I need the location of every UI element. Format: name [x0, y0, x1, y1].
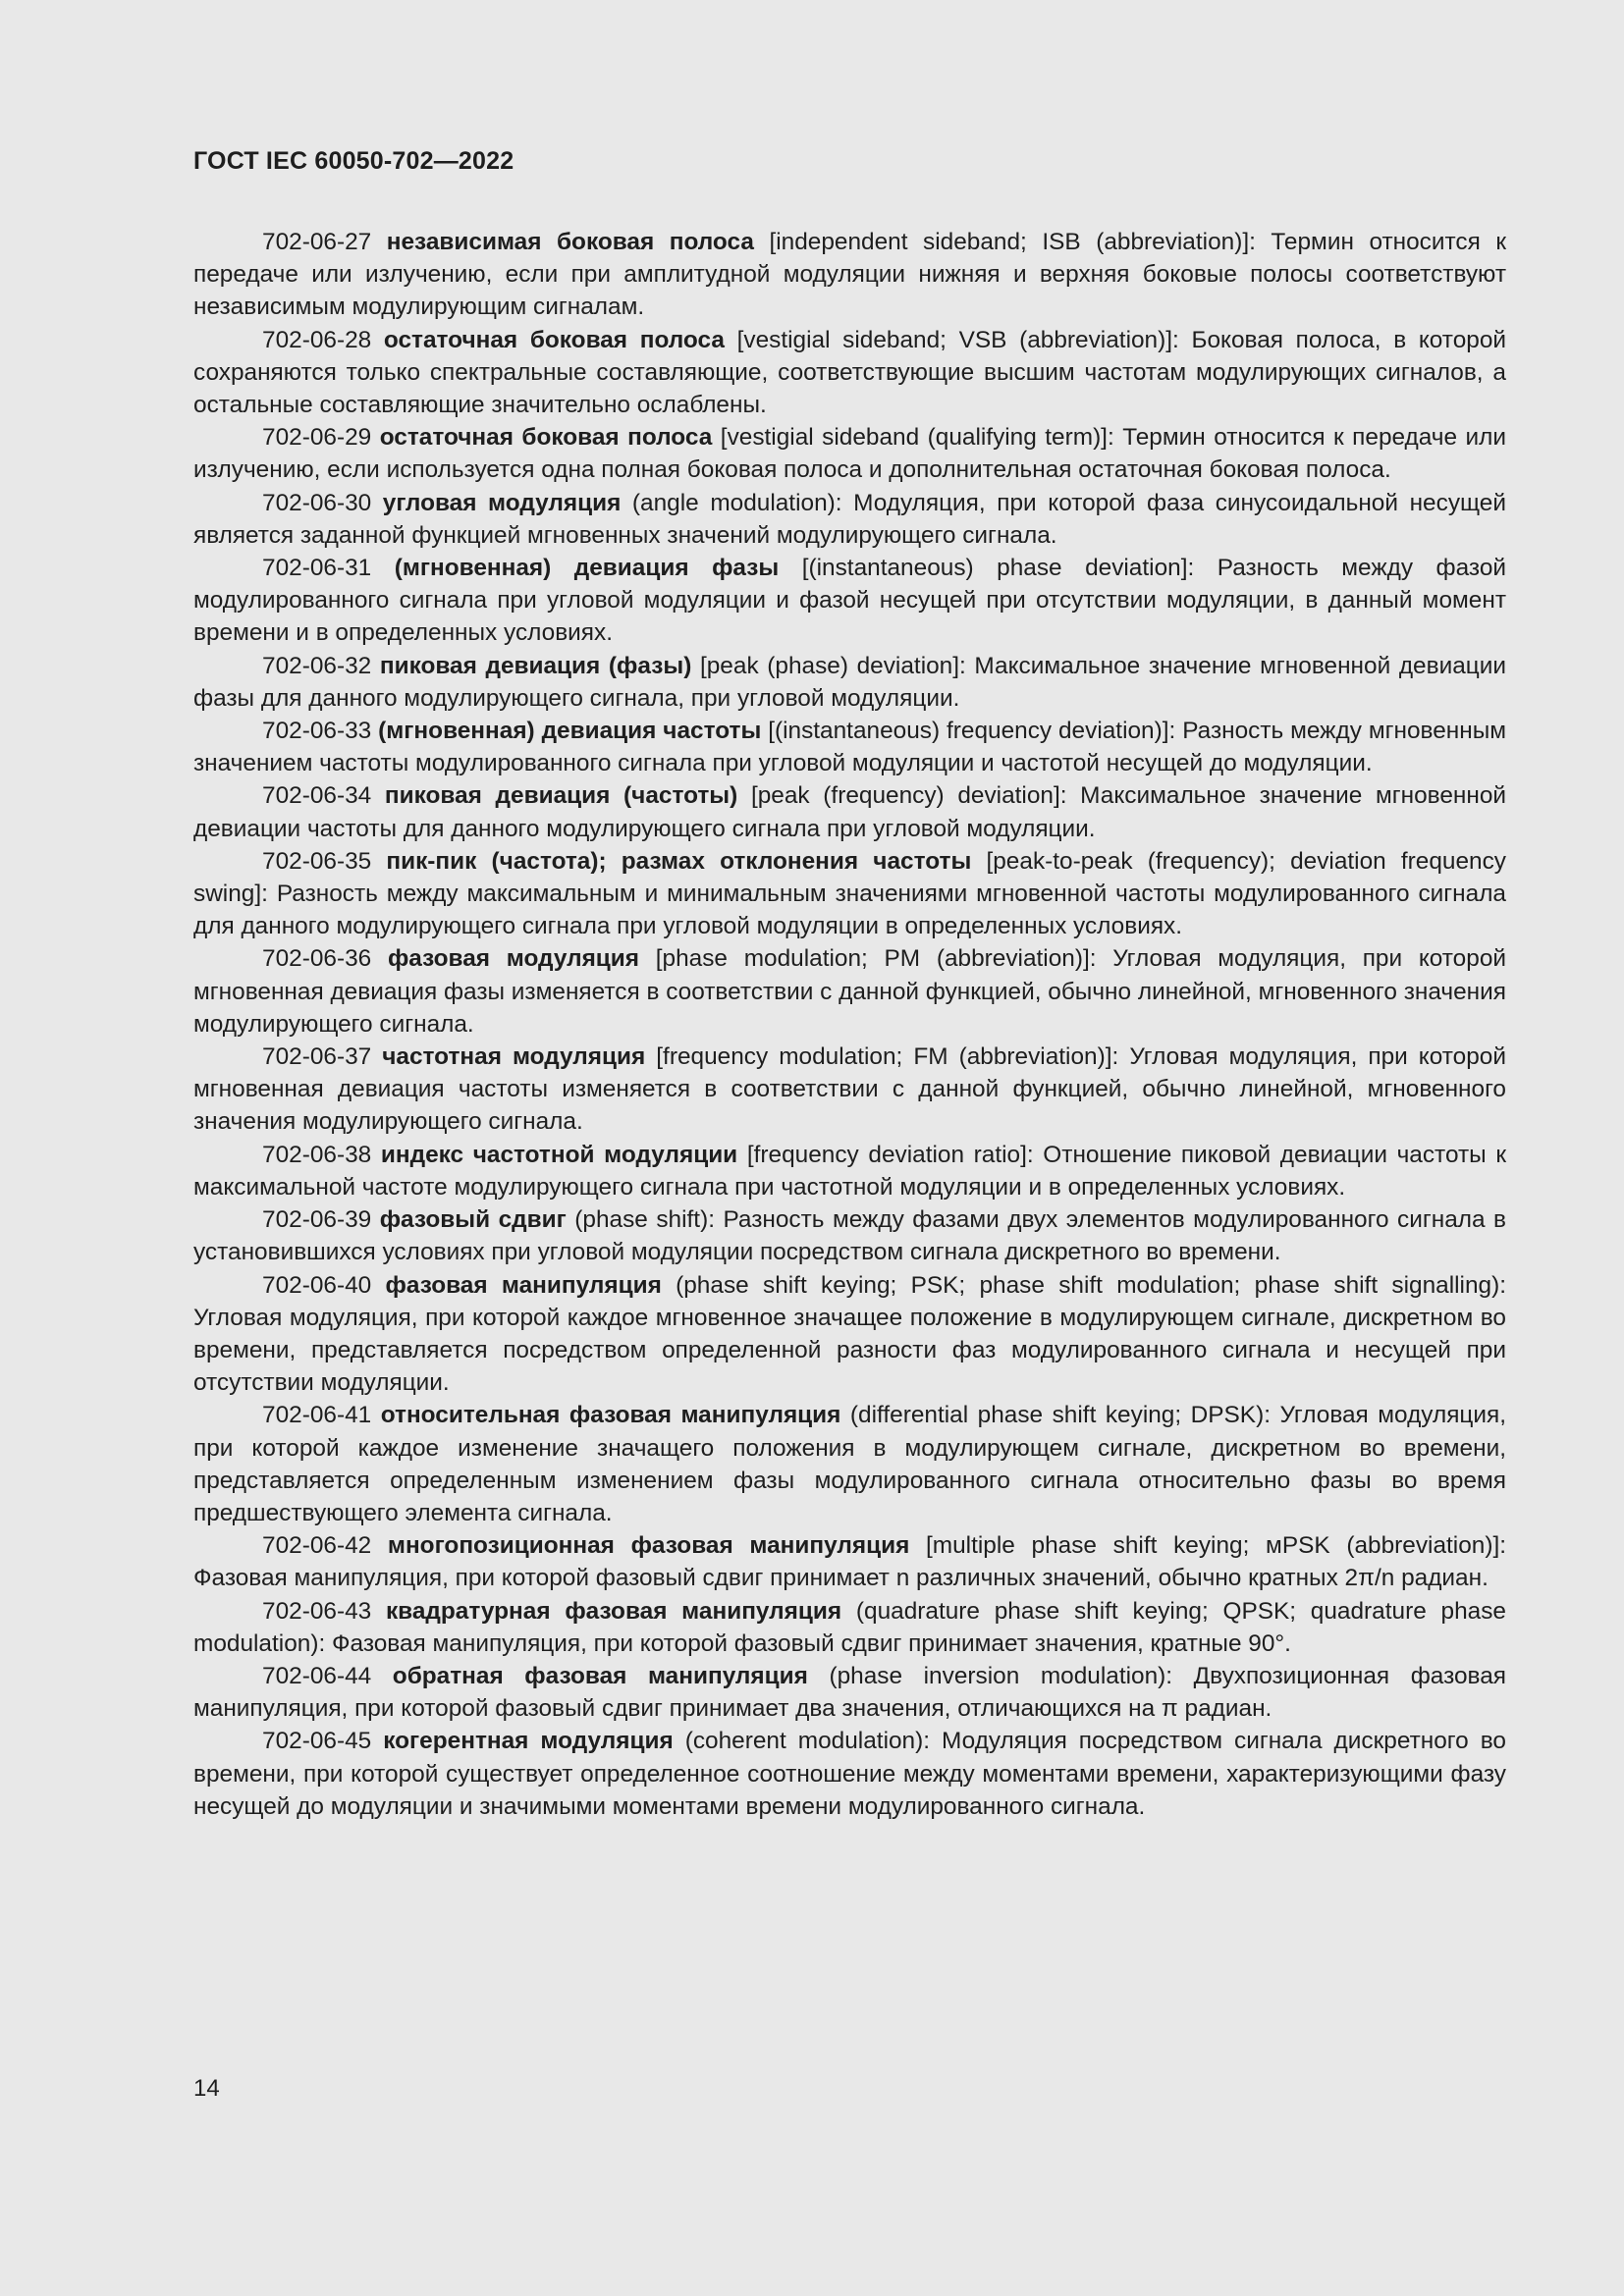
- term-name: относительная фазовая манипуляция: [380, 1402, 841, 1429]
- term-code: 702-06-40: [262, 1271, 372, 1299]
- term-entry-702-06-36: [193, 942, 1506, 1041]
- term-entry-702-06-34: [193, 779, 1506, 844]
- term-entry-702-06-39: [193, 1203, 1506, 1268]
- term-name: фазовая манипуляция: [385, 1271, 662, 1299]
- term-name: пиковая девиация (фазы): [379, 652, 692, 679]
- term-definition: (coherent modulation): Модуляция посредством сигнала дискретного во времени, при которой существует определенное соотношение между моментами времени, характеризующими фазу несущей до модуляции и значимыми моментами времени модулированного сигнала.: [193, 1728, 1507, 1820]
- term-entry-702-06-41: [193, 1399, 1506, 1529]
- term-name: угловая модуляция: [382, 489, 622, 516]
- term-name: квадратурная фазовая манипуляция: [385, 1597, 842, 1625]
- term-code: 702-06-42: [262, 1532, 372, 1560]
- term-code: 702-06-41: [262, 1402, 372, 1429]
- term-definition: (phase shift): Разность между фазами двух элементов модулированного сигнала в установившихся условиях при угловой модуляции посредством сигнала дискретного во времени.: [193, 1206, 1506, 1266]
- term-name: остаточная боковая полоса: [379, 424, 713, 452]
- term-definition: (phase inversion modulation): Двухпозиционная фазовая манипуляция, при которой фазовый сдвиг принимает два значения, отличающихся на π радиан.: [193, 1662, 1507, 1723]
- term-code: 702-06-33: [262, 718, 372, 745]
- term-entry-702-06-35: [193, 845, 1506, 943]
- term-code: 702-06-30: [262, 489, 372, 516]
- term-entry-702-06-44: [193, 1660, 1506, 1725]
- term-definition: (phase shift keying; PSK; phase shift modulation; phase shift signalling): Угловая модуляция, при которой каждое мгновенное значащее положение в модулирующем сигнале, дискретном во времени, представляется посредством определенной разности фаз модулированного сигнала и несущей при отсутствии модуляции.: [193, 1271, 1506, 1397]
- term-code: 702-06-34: [262, 782, 372, 810]
- term-code: 702-06-38: [262, 1141, 372, 1168]
- term-definition: [frequency deviation ratio]: Отношение пиковой девиации частоты к максимальной частоте модулирующего сигнала при частотной модуляции и в определенных условиях.: [193, 1141, 1507, 1201]
- term-definition: [frequency modulation; FM (abbreviation)]: Угловая модуляция, при которой мгновенная девиация частоты изменяется в соответствии с данной функцией, обычно линейной, мгновенного значения модулирующего сигнала.: [193, 1043, 1506, 1136]
- term-definition: [peak (phase) deviation]: Максимальное значение мгновенной девиации фазы для данного модулирующего сигнала, при угловой модуляции.: [193, 652, 1506, 712]
- term-code: 702-06-27: [262, 229, 372, 255]
- term-name: пик-пик (частота); размах отклонения частоты: [386, 847, 972, 875]
- term-entry-702-06-27: [193, 226, 1506, 324]
- term-name: остаточная боковая полоса: [383, 326, 725, 353]
- page-number: 14: [193, 2075, 220, 2102]
- term-definition: (quadrature phase shift keying; QPSK; quadrature phase modulation): Фазовая манипуляция, при которой фазовый сдвиг принимает значения, кратные 90°.: [193, 1597, 1506, 1657]
- term-name: (мгновенная) девиация фазы: [394, 555, 780, 582]
- term-name: пиковая девиация (частоты): [384, 782, 738, 810]
- term-entry-702-06-37: [193, 1041, 1506, 1139]
- term-definition: (differential phase shift keying; DPSK): Угловая модуляция, при которой каждое изменение значащего положения в модулирующем сигнале, дискретном во времени, представляется определенным изменением фазы модулированного сигнала относительно фазы во время предшествующего элемента сигнала.: [193, 1402, 1506, 1526]
- term-definition: [vestigial sideband (qualifying term)]: Термин относится к передаче или излучению, если используется одна полная боковая полоса и дополнительная остаточная боковая полоса.: [193, 424, 1507, 484]
- term-definition: [(instantaneous) phase deviation]: Разность между фазой модулированного сигнала при угловой модуляции и фазой несущей при отсутствии модуляции, в данный момент времени и в определенных условиях.: [193, 555, 1507, 647]
- term-code: 702-06-32: [262, 652, 372, 679]
- term-code: 702-06-45: [262, 1728, 372, 1755]
- term-name: многопозиционная фазовая манипуляция: [387, 1532, 910, 1560]
- term-entry-702-06-40: [193, 1269, 1506, 1400]
- term-code: 702-06-28: [262, 326, 372, 353]
- terms-list: [193, 226, 1506, 1823]
- term-definition: [peak-to-peak (frequency); deviation frequency swing]: Разность между максимальным и минимальным значениями мгновенной частоты модулированного сигнала для данного модулирующего сигнала при угловой модуляции в определенных условиях.: [193, 847, 1506, 940]
- term-name: когерентная модуляция: [383, 1728, 674, 1755]
- term-definition: (angle modulation): Модуляция, при которой фаза синусоидальной несущей является заданной функцией мгновенных значений модулирующего сигнала.: [193, 489, 1506, 549]
- term-definition: [phase modulation; PM (abbreviation)]: Угловая модуляция, при которой мгновенная девиация фазы изменяется в соответствии с данной функцией, обычно линейной, мгновенного значения модулирующего сигнала.: [193, 945, 1507, 1038]
- term-definition: [multiple phase shift keying; мPSK (abbreviation)]: Фазовая манипуляция, при которой фазовый сдвиг принимает n различных значений, обычно кратных 2π/n радиан.: [193, 1532, 1507, 1592]
- term-definition: [independent sideband; ISB (abbreviation)]: Термин относится к передаче или излучению, если при амплитудной модуляции нижняя и верхняя боковые полосы соответствуют независимым модулирующим сигналам.: [193, 229, 1506, 321]
- term-name: индекс частотной модуляции: [380, 1141, 738, 1168]
- term-code: 702-06-36: [262, 945, 372, 973]
- document-header: ГОСТ IEC 60050-702—2022: [193, 147, 514, 175]
- term-code: 702-06-31: [262, 555, 372, 582]
- term-name: независимая боковая полоса: [386, 229, 754, 255]
- term-entry-702-06-29: [193, 421, 1506, 486]
- term-code: 702-06-37: [262, 1043, 372, 1071]
- term-code: 702-06-43: [262, 1597, 372, 1625]
- term-code: 702-06-39: [262, 1206, 372, 1234]
- term-code: 702-06-44: [262, 1662, 372, 1689]
- term-name: частотная модуляция: [382, 1043, 646, 1071]
- term-definition: [vestigial sideband; VSB (abbreviation)]: Боковая полоса, в которой сохраняются только спектральные составляющие, соответствующие высшим частотам модулирующих сигналов, а остальные составляющие значительно ослаблены.: [193, 326, 1507, 419]
- term-entry-702-06-32: [193, 650, 1506, 715]
- term-entry-702-06-33: [193, 715, 1506, 779]
- term-definition: [peak (frequency) deviation]: Максимальное значение мгновенной девиации частоты для данного модулирующего сигнала при угловой модуляции.: [193, 782, 1507, 842]
- term-entry-702-06-45: [193, 1725, 1506, 1823]
- term-name: (мгновенная) девиация частоты: [378, 718, 762, 745]
- term-definition: [(instantaneous) frequency deviation)]: Разность между мгновенным значением частоты модулированного сигнала при угловой модуляции и частотой несущей до модуляции.: [193, 718, 1507, 777]
- term-name: обратная фазовая манипуляция: [392, 1662, 808, 1689]
- term-entry-702-06-43: [193, 1595, 1506, 1660]
- term-entry-702-06-38: [193, 1139, 1506, 1203]
- term-name: фазовая модуляция: [387, 945, 640, 973]
- term-entry-702-06-42: [193, 1529, 1506, 1594]
- term-name: фазовый сдвиг: [379, 1206, 567, 1234]
- term-entry-702-06-31: [193, 552, 1506, 650]
- term-code: 702-06-35: [262, 847, 372, 875]
- term-code: 702-06-29: [262, 424, 372, 452]
- term-entry-702-06-28: [193, 324, 1506, 422]
- term-entry-702-06-30: [193, 487, 1506, 552]
